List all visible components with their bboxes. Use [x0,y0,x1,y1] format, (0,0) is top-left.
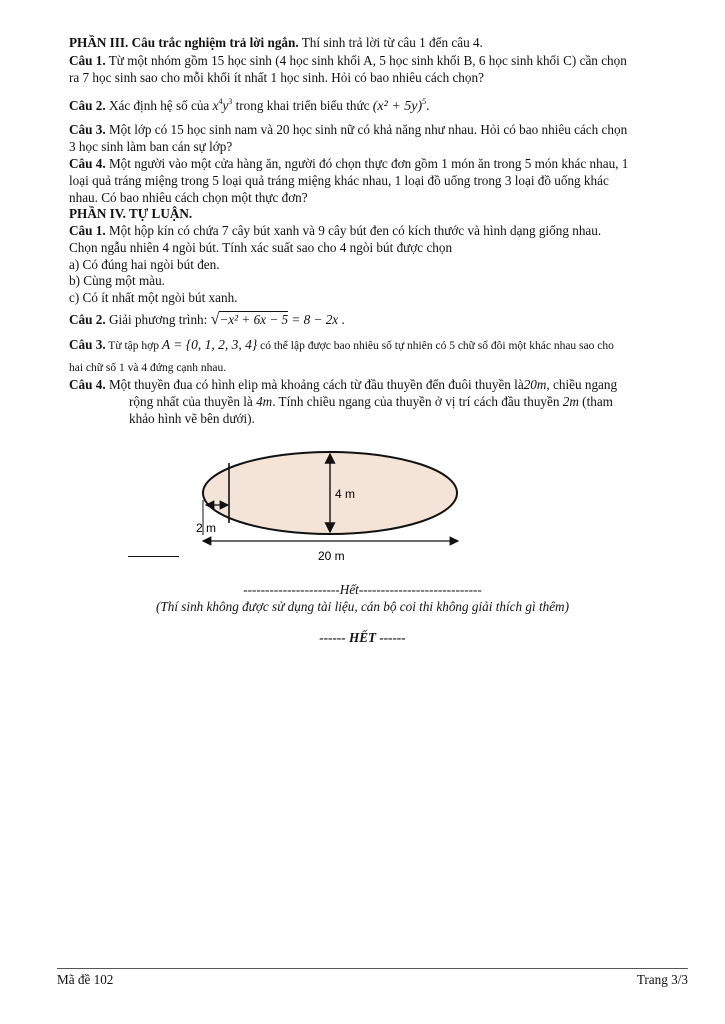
p4-q4-pos: 2m [562,394,579,409]
p3-q2-x: x [212,98,219,113]
p3-q4-label: Câu 4. [69,156,106,171]
p4-q4-label: Câu 4. [69,377,106,392]
p3-q4-text1: Một người vào một cửa hàng ăn, người đó chọn thực đơn gồm 1 món ăn trong 5 món khác nhau, 1 [105,156,629,171]
p4-q3-label: Câu 3. [69,337,106,352]
p4-q4-line2 [129,394,613,410]
p3-q2-line [69,94,429,115]
p3-q4-line3: nhau. Có bao nhiêu cách chọn một thực đơn? [69,190,308,205]
exam-code: Mã đề 102 [57,972,114,987]
p3-q2-x-exp: 4 [218,97,223,106]
label-2m: 2 m [196,521,217,535]
p4-q1-label: Câu 1. [69,223,106,238]
part3-heading: PHẦN III. Câu trắc nghiệm trả lời ngắn. [69,35,299,50]
p4-q3-line2: hai chữ số 1 và 4 đứng cạnh nhau. [69,362,227,374]
p4-q4-text1b: , chiều ngang [546,377,618,392]
p3-q4-line1 [69,156,628,172]
p4-q2-label: Câu 2. [69,312,106,327]
p4-q3-text1: Từ tập hợp [105,340,162,352]
p3-q1-line1 [69,53,627,69]
het-line-text: ----------------------Hết---------------------------- [243,582,482,597]
p4-q4-line3: khảo hình vẽ bên dưới). [129,411,255,426]
p3-q1-text1: Từ một nhóm gồm 15 học sinh (4 học sinh khối A, 5 học sinh khối B, 6 học sinh khối C) cần chọn [105,53,627,68]
boat-ellipse-figure [190,440,470,570]
label-20m: 20 m [318,549,345,563]
p4-q4-len: 20m [523,377,547,392]
p3-q2-y: y [222,98,229,113]
p4-q2-rhs: = 8 − 2x [288,312,339,327]
footer-rule [57,968,688,969]
p3-q1-label: Câu 1. [69,53,106,68]
sqrt-icon: √ [210,311,220,328]
p4-q1-line1 [69,223,601,239]
p3-q2-label: Câu 2. [69,98,106,113]
het-line [0,582,725,598]
p3-q2-end: . [426,98,430,113]
p4-q4-text1a: Một thuyền đua có hình elip mà khoảng cách từ đầu thuyền đến đuôi thuyền là [105,377,524,392]
p4-q2-line [69,312,345,328]
p4-q1-a: a) Có đúng hai ngòi bút đen. [69,257,220,272]
part3-intro: Thí sinh trả lời từ câu 1 đến câu 4. [298,35,483,50]
short-rule [128,556,179,557]
p3-q1-line2: ra 7 học sinh sao cho mỗi khối ít nhất 1 học sinh. Hỏi có bao nhiêu cách chọn? [69,70,484,85]
p3-q2-text2: trong khai triển biểu thức [232,98,373,113]
p4-q3-text2: có thể lập được bao nhiêu số tự nhiên có 5 chữ số đôi một khác nhau sao cho [257,340,614,352]
p4-q4-wid: 4m [256,394,273,409]
p3-q3-line1 [69,122,627,138]
p4-q4-text2a: rộng nhất của thuyền là [129,394,257,409]
part4-heading: PHẦN IV. TỰ LUẬN. [69,206,193,221]
p3-q4-line2: loại quả tráng miệng trong 5 loại quả tráng miệng khác nhau, 1 loại đồ uống trong 3 loại đồ uống khác [69,173,609,188]
exam-note: (Thí sinh không được sử dụng tài liệu, cán bộ coi thi không giải thích gì thêm) [156,599,569,614]
p4-q4-text2c: (tham [578,394,613,409]
p3-q2-y-exp: 3 [228,97,233,106]
p3-q3-label: Câu 3. [69,122,106,137]
p4-q3-line1 [69,337,614,354]
p4-q2-text: Giải phương trình: [105,312,211,327]
het-bold: ------ HẾT ------ [319,630,406,645]
p3-q2-expr-exp: 5 [422,97,427,106]
p3-q2-expr: (x² + 5y) [372,99,423,114]
p4-q1-line2: Chọn ngẫu nhiên 4 ngòi bút. Tính xác suất sao cho 4 ngòi bút được chọn [69,240,453,255]
part3-intro-line [69,35,483,51]
p4-q4-text2b: . Tính chiều ngang của thuyền ở vị trí cách đầu thuyền [272,394,563,409]
p4-q4-line1 [69,377,617,393]
p4-q2-end: . [338,312,345,327]
p4-q2-radicand: −x² + 6x − 5 [219,312,289,327]
p4-q1-b: b) Cùng một màu. [69,273,165,288]
p4-q1-c: c) Có ít nhất một ngòi bút xanh. [69,290,238,305]
label-4m: 4 m [335,487,356,501]
page-number: Trang 3/3 [636,972,688,987]
p3-q3-line2: 3 học sinh làm ban cán sự lớp? [69,139,233,154]
p3-q2-text1: Xác định hệ số của [105,98,213,113]
p4-q3-set: A = {0, 1, 2, 3, 4} [161,337,258,352]
p4-q1-text1: Một hộp kín có chứa 7 cây bút xanh và 9 cây bút đen có kích thước và hình dạng giống nhau. [105,223,602,238]
p3-q3-text1: Một lớp có 15 học sinh nam và 20 học sinh nữ có khả năng như nhau. Hỏi có bao nhiêu cách chọn [105,122,628,137]
